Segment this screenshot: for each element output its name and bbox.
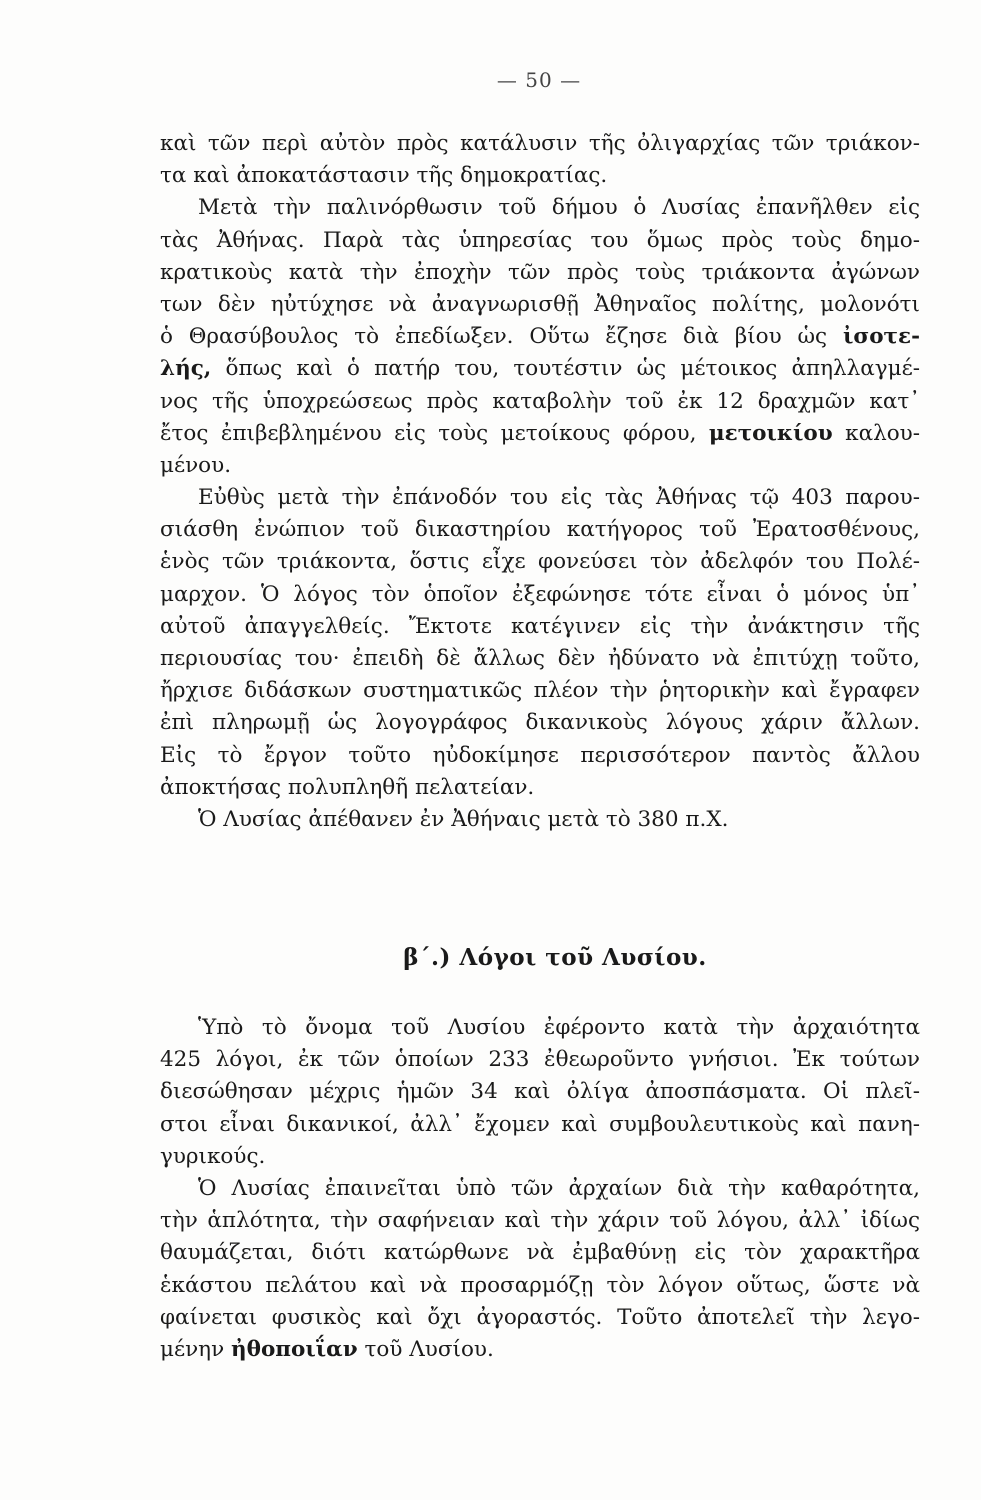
- text-segment: ὁ Θρασύβουλος τὸ ἐπεδίωξεν. Οὕτω ἔζησε διὰ βίου ὡς: [160, 324, 828, 350]
- bold-term-metoikiou: μετοικίου: [708, 420, 833, 446]
- text-line: σιάσθη ἐνώπιον τοῦ δικαστηρίου κατήγορος τοῦ Ἐρατοσθένους,: [160, 517, 920, 543]
- bold-term-ethopoiia: ἠθοποιΐαν: [230, 1336, 358, 1362]
- text-line: μαρχον. Ὁ λόγος τὸν ὁποῖον ἐξεφώνησε τότε εἶναι ὁ μόνος ὑπ᾽: [160, 581, 920, 607]
- text-line: διεσώθησαν μέχρις ἡμῶν 34 καὶ ὀλίγα ἀποσπάσματα. Οἱ πλεῖ-: [160, 1079, 920, 1105]
- text-line: ἐπὶ πληρωμῇ ὡς λογογράφος δικανικοὺς λόγους χάριν ἄλλων.: [160, 710, 920, 736]
- text-line: των δὲν ηὐτύχησε νὰ ἀναγνωρισθῇ Ἀθηναῖος πολίτης, μολονότι: [160, 291, 920, 317]
- text-line: καὶ τῶν περὶ αὐτὸν πρὸς κατάλυσιν τῆς ὀλιγαρχίας τῶν τριάκον-: [160, 131, 920, 156]
- text-line: στοι εἶναι δικανικοί, ἀλλ᾽ ἔχομεν καὶ συμβουλευτικοὺς καὶ πανη-: [160, 1111, 920, 1137]
- text-line: Ὑπὸ τὸ ὄνομα τοῦ Λυσίου ἐφέροντο κατὰ τὴν ἀρχαιότητα: [198, 1015, 920, 1040]
- text-line: φαίνεται φυσικὸς καὶ ὄχι ἀγοραστός. Τοῦτο ἀποτελεῖ τὴν λεγο-: [160, 1304, 920, 1330]
- text-line: μένου.: [160, 452, 232, 478]
- text-line: αὐτοῦ ἀπαγγελθείς. Ἔκτοτε κατέγινεν εἰς τὴν ἀνάκτησιν τῆς: [160, 613, 920, 639]
- text-line-ethopoiia: [160, 1334, 920, 1366]
- text-line: περιουσίας του· ἐπειδὴ δὲ ἄλλως δὲν ἠδύνατο νὰ ἐπιτύχῃ τοῦτο,: [160, 646, 920, 671]
- text-line: κρατικοὺς κατὰ τὴν ἐποχὴν τῶν πρὸς τοὺς τριάκοντα ἀγώνων: [160, 259, 920, 285]
- page-number: — 50 —: [496, 68, 582, 92]
- text-line: Ὁ Λυσίας ἐπαινεῖται ὑπὸ τῶν ἀρχαίων διὰ τὴν καθαρότητα,: [198, 1175, 920, 1201]
- text-line: τα καὶ ἀποκατάστασιν τῆς δημοκρατίας.: [160, 163, 608, 189]
- section-lysias-biography: [160, 128, 920, 836]
- text-segment: μένην: [160, 1336, 225, 1362]
- text-line: θαυμάζεται, διότι κατώρθωνε νὰ ἐμβαθύνῃ εἰς τὸν χαρακτῆρα: [160, 1240, 920, 1266]
- bold-term-isoteles-cont: λής,: [160, 356, 212, 382]
- text-line: 425 λόγοι, ἐκ τῶν ὁποίων 233 ἐθεωροῦντο γνήσιοι. Ἐκ τούτων: [160, 1047, 920, 1073]
- text-line: ἑνὸς τῶν τριάκοντα, ὅστις εἶχε φονεύσει τὸν ἀδελφόν του Πολέ-: [160, 549, 920, 575]
- text-line: νος τῆς ὑποχρεώσεως πρὸς καταβολὴν τοῦ ἐκ 12 δραχμῶν κατ᾽: [160, 388, 920, 414]
- text-line: ἀποκτήσας πολυπληθῆ πελατείαν.: [160, 774, 535, 800]
- text-line-isoteles: [160, 321, 920, 353]
- text-line: ἤρχισε διδάσκων συστηματικῶς πλέον τὴν ῥητορικὴν καὶ ἔγραφεν: [160, 678, 920, 704]
- text-line: ἑκάστου πελάτου καὶ νὰ προσαρμόζῃ τὸν λόγον οὕτως, ὥστε νὰ: [160, 1272, 920, 1298]
- text-line: τὰς Ἀθήνας. Παρὰ τὰς ὑπηρεσίας του ὅμως πρὸς τοὺς δημο-: [160, 227, 920, 253]
- text-line: Εἰς τὸ ἔργον τοῦτο ηὐδοκίμησε περισσότερον παντὸς ἄλλου: [160, 742, 920, 768]
- text-line: ἔτος ἐπιβεβλημένου εἰς τοὺς μετοίκους φόρου, μετοικίου καλου-: [160, 420, 920, 446]
- section-lysias-speeches: [160, 1012, 920, 1366]
- text-line: Εὐθὺς μετὰ τὴν ἐπάνοδόν του εἰς τὰς Ἀθήνας τῷ 403 παρου-: [198, 485, 920, 511]
- text-line: τὴν ἁπλότητα, τὴν σαφήνειαν καὶ τὴν χάριν τοῦ λόγου, ἀλλ᾽ ἰδίως: [160, 1208, 920, 1234]
- section-heading: β΄.) Λόγοι τοῦ Λυσίου.: [403, 944, 707, 971]
- bold-term-isoteles: ἰσοτε-: [842, 324, 920, 350]
- text-line: Μετὰ τὴν παλινόρθωσιν τοῦ δήμου ὁ Λυσίας ἐπανῆλθεν εἰς: [198, 195, 920, 221]
- text-line: γυρικούς.: [160, 1143, 266, 1169]
- text-line: Ὁ Λυσίας ἀπέθανεν ἐν Ἀθήναις μετὰ τὸ 380 π.Χ.: [198, 806, 729, 832]
- text-line: λής, ὅπως καὶ ὁ πατήρ του, τουτέστιν ὡς μέτοικος ἀπηλλαγμέ-: [160, 356, 920, 382]
- text-segment: τοῦ Λυσίου.: [364, 1336, 494, 1362]
